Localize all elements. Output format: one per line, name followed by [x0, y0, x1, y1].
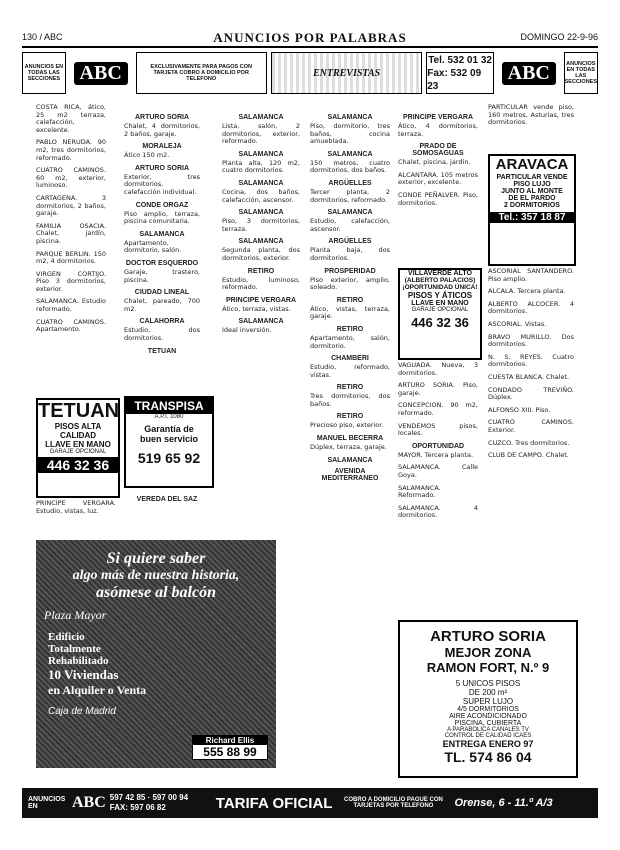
- section-heading: SALAMANCA: [238, 238, 284, 246]
- footer-cobro: COBRO A DOMICILIO PAGUE CON TARJETAS POR TELEFONO: [344, 797, 443, 809]
- tetuan-ad: [36, 398, 120, 498]
- classified-ad: Planta baja, dos dormitorios.: [310, 246, 390, 262]
- entrevistas-banner: ENTREVISTAS: [271, 52, 422, 94]
- classified-ad: SALAMANCA. Estudio reformado.: [36, 297, 106, 314]
- column-6: [488, 268, 574, 608]
- transpisa-name: TRANSPISA: [126, 398, 212, 414]
- contact-fax: Fax: 532 09 23: [427, 67, 482, 92]
- classified-ad: MAYOR. Tercera planta.: [398, 450, 474, 459]
- page-title: ANUNCIOS POR PALABRAS: [213, 30, 407, 45]
- photo-line: 10 Viviendas: [48, 667, 119, 682]
- tetuan-phone: 446 32 36: [38, 457, 118, 473]
- arturo-line: 4/5 DORMITORIOS: [457, 706, 519, 713]
- section-heading: CHAMBERI: [331, 355, 369, 363]
- aravaca-line: DE EL PARDO: [508, 195, 556, 202]
- classified-ad: Ático, terraza, vistas.: [222, 304, 291, 313]
- transpisa-line: buen servicio: [139, 434, 199, 444]
- top-ad-bar: [22, 52, 598, 94]
- transpisa-phone: 519 65 92: [137, 450, 201, 466]
- footer-tel: 597 42 85 · 597 00 94: [109, 793, 189, 802]
- section-heading: SALAMANCA: [238, 318, 284, 326]
- classified-ad: Ideal inversión.: [222, 326, 272, 335]
- section-heading: CONDE ORGAZ: [135, 201, 189, 209]
- section-heading: SALAMANCA: [327, 456, 373, 464]
- page-date: DOMINGO 22-9-96: [520, 32, 598, 42]
- classified-ad: SALAMANCA. Calle Goya.: [398, 463, 478, 479]
- section-heading: CIUDAD LINEAL: [134, 289, 190, 297]
- section-heading: ARGÜELLES: [328, 238, 372, 246]
- section-heading: ARTURO SORIA: [134, 164, 190, 172]
- classified-ad: BRAVO MURILLO. Dos dormitorios.: [488, 332, 574, 349]
- classified-ad: Estudio, luminoso, reformado.: [222, 275, 300, 292]
- footer-fax: FAX: 597 06 82: [109, 803, 166, 812]
- page-header: [22, 30, 598, 48]
- plaza-mayor-photo-ad: [36, 540, 276, 768]
- classified-ad: PARQUE BERLIN. 150 m2, 4 dormitorios.: [36, 249, 106, 266]
- section-heading: SALAMANCA: [238, 209, 284, 217]
- section-heading: VEREDA DEL SAZ: [136, 496, 198, 503]
- column-2: [124, 110, 200, 360]
- column-6-top: [488, 104, 574, 154]
- arturo-line: ENTREGA ENERO 97: [442, 739, 534, 749]
- classified-ad: Ático, vistas, terraza, garaje.: [310, 304, 390, 321]
- arturo-line: AIRE ACONDICIONADO: [449, 713, 527, 720]
- classified-ad: 150 metros, cuatro dormitorios, dos baños.: [310, 158, 390, 175]
- cobro-domicilio-text: EXCLUSIVAMENTE PARA PAGOS CON TARJETA COBRO A DOMICILIO POR TELEFONO: [136, 52, 267, 94]
- classified-ad: VIRGEN CORTIJO. Piso 3 dormitorios, exterior.: [36, 269, 106, 293]
- section-heading: CALAHORRA: [139, 318, 185, 326]
- page-number: 130 / ABC: [22, 32, 63, 42]
- section-heading: DOCTOR ESQUERDO: [125, 259, 199, 267]
- photo-line: Rehabilitado: [48, 655, 109, 667]
- photo-headline: Si quiere saber: [106, 550, 206, 567]
- richard-ellis-box: [192, 735, 268, 760]
- classified-ad: Chalet, 4 dormitorios, 2 baños, garaje.: [124, 122, 200, 138]
- classified-ad: Estudio, calefacción, ascensor.: [310, 217, 390, 233]
- right-abc-logo: ABC: [498, 52, 560, 94]
- section-heading: SALAMANCA: [238, 114, 284, 121]
- classified-ad: CUATRO CAMINOS. Apartamento.: [36, 317, 106, 334]
- caja-madrid-logo: Caja de Madrid: [48, 706, 116, 717]
- photo-line: en Alquiler o Venta: [48, 683, 147, 697]
- footer-abc: ABC: [72, 794, 106, 811]
- arturo-line: DE 200 m²: [468, 688, 508, 697]
- classified-ad: CONCEPCION. 90 m2, reformado.: [398, 401, 478, 417]
- section-heading: RETIRO: [247, 267, 275, 275]
- villaverde-ad: [398, 268, 482, 360]
- tetuan-line: LLAVE EN MANO: [45, 440, 111, 449]
- column-5-top: [398, 110, 478, 260]
- aravaca-title: ARAVACA: [495, 156, 569, 173]
- classified-ad: SALAMANCA. Reformado.: [398, 483, 441, 500]
- classified-ad: CLUB DE CAMPO. Chalet.: [488, 451, 569, 460]
- villaverde-line: ¡OPORTUNIDAD ÚNICA!: [402, 284, 478, 291]
- classified-ad: CONDADO TREVIÑO. Dúplex.: [488, 385, 574, 402]
- classified-ad: VENDEMOS pisos, locales.: [398, 421, 478, 438]
- villaverde-line: (ALBERTO PALACIOS): [404, 277, 476, 284]
- section-heading: PROSPERIDAD: [324, 267, 376, 275]
- classified-ad: PRINCIPE VERGARA. Estudio, vistas, luz.: [36, 500, 116, 515]
- left-abc-logo: ABC: [70, 52, 132, 94]
- column-5-mid: [398, 362, 478, 592]
- villaverde-phone: 446 32 36: [411, 315, 469, 330]
- arturo-soria-ad: [398, 620, 578, 778]
- classified-ad: Piso, 3 dormitorios, terraza.: [222, 217, 300, 233]
- classified-ad: CUZCO. Tres dormitorios.: [488, 438, 570, 447]
- photo-line: Edificio: [48, 631, 85, 643]
- photo-line: Totalmente: [48, 643, 101, 655]
- aravaca-line: JUNTO AL MONTE: [501, 188, 563, 195]
- classified-ad: Segunda planta, dos dormitorios, exterior.: [222, 246, 300, 262]
- classified-ad: Tercer planta, 2 dormitorios, reformado.: [310, 187, 390, 204]
- classified-ad: Chalet, pareado, 700 m2.: [124, 297, 200, 313]
- arturo-phone: TL. 574 86 04: [444, 749, 532, 765]
- section-heading: RETIRO: [336, 325, 364, 333]
- classified-ad: ASCORIAL. Vistas.: [488, 319, 547, 328]
- classified-ad: CUESTA BLANCA. Chalet.: [488, 372, 570, 381]
- section-heading: TETUAN: [147, 347, 177, 355]
- arturo-line: PISCINA, CUBIERTA: [454, 720, 522, 727]
- classified-ad: FAMILIA OSACIA. Chalet, jardín, piscina.: [36, 221, 106, 245]
- footer-tarifa: TARIFA OFICIAL: [215, 794, 333, 812]
- arturo-line: SUPER LUJO: [462, 697, 514, 706]
- section-heading: RETIRO: [336, 413, 364, 421]
- classified-ad: Dúplex, terraza, garaje.: [310, 443, 387, 452]
- section-heading: SALAMANCA: [139, 230, 185, 238]
- plaza-mayor-label: Plaza Mayor: [44, 608, 107, 622]
- section-heading: RETIRO: [336, 296, 364, 304]
- classified-ad: CUATRO CAMINOS. Exterior.: [488, 418, 574, 434]
- classified-ad: COSTA RICA, ático, 25 m2 terraza, calefacción, excelente.: [36, 104, 106, 134]
- classified-ad: ALCALA. Tercera planta.: [488, 287, 566, 296]
- villaverde-line: VILLAVERDE ALTO: [408, 270, 472, 277]
- section-heading: PRINCIPE VERGARA: [225, 296, 296, 304]
- aravaca-phone: Tel.: 357 18 87: [490, 212, 574, 223]
- classified-ad: N. S. REYES. Cuatro dormitorios.: [488, 352, 574, 369]
- classified-ad: Piso amplio, terraza, piscina comunitaria.: [124, 209, 200, 226]
- classified-ad: Piso exterior, amplio, soleado.: [310, 275, 390, 292]
- transpisa-line: Garantía de: [144, 424, 194, 434]
- classified-ad: ALBERTO ALCOCER. 4 dormitorios.: [488, 299, 574, 316]
- classified-ad: ARTURO SORIA. Piso, garaje.: [398, 381, 478, 397]
- section-heading: AVENIDA MEDITERRANEO: [321, 467, 379, 482]
- section-heading: SALAMANCA: [238, 179, 284, 187]
- classified-ad: Lista, salón, 2 dormitorios, exterior, reformado.: [222, 122, 300, 146]
- section-heading: OPORTUNIDAD: [411, 442, 465, 450]
- classified-ad: ALCANTARA. 105 metros exterior, excelente.: [398, 170, 478, 187]
- aravaca-ad: [488, 154, 576, 266]
- section-heading: SALAMANCA: [327, 150, 373, 158]
- tetuan-title: TETUAN: [38, 400, 120, 422]
- classified-ad: SALAMANCA. 4 dormitorios.: [398, 503, 478, 520]
- classified-ad: CARTAGENA. 3 dormitorios, 2 baños, garaje.: [36, 193, 106, 218]
- left-anuncios-label: ANUNCIOS EN TODAS LAS SECCIONES: [22, 52, 66, 94]
- section-heading: ARTURO SORIA: [134, 114, 190, 121]
- column-4: [310, 110, 390, 770]
- arturo-line: RAMON FORT, N.º 9: [426, 660, 550, 675]
- footer-address: Orense, 6 - 11.º A/3: [454, 797, 553, 809]
- section-heading: PRINCIPE VERGARA: [402, 114, 473, 121]
- section-heading: SALAMANCA: [327, 114, 373, 121]
- footer-bar: [22, 788, 598, 818]
- arturo-line: A PARABOLICA CANALES TV: [447, 727, 529, 733]
- aravaca-line: 2 DORMITORIOS: [504, 202, 560, 209]
- arturo-line: MEJOR ZONA: [444, 645, 532, 660]
- column-1: [36, 104, 106, 389]
- column-1-end: [36, 500, 116, 530]
- section-heading: RETIRO: [336, 384, 364, 392]
- contact-tel: Tel. 532 01 32: [428, 54, 492, 66]
- transpisa-ad: [124, 396, 214, 488]
- classified-ad: PABLO NERUDA. 90 m2, tres dormitorios, reformado.: [36, 138, 106, 162]
- richard-ellis-label: Richard Ellis: [193, 736, 267, 745]
- classified-ad: Estudio, reformado, vistas.: [310, 363, 390, 379]
- classified-ad: Ático 150 m2.: [124, 151, 170, 160]
- photo-headline: asómese al balcón: [96, 584, 216, 601]
- classified-ad: CONDE PEÑALVER. Piso, dormitorios.: [398, 190, 478, 207]
- classified-ad: VAGUADA. Nueva, 3 dormitorios.: [398, 362, 478, 377]
- section-heading: MANUEL BECERRA: [316, 435, 384, 443]
- arturo-line: CONTROL DE CALIDAD ICAES: [444, 733, 532, 739]
- classified-ad: Ático, 4 dormitorios, terraza.: [398, 122, 478, 138]
- classified-ad: Tres dormitorios, dos baños.: [310, 392, 390, 408]
- photo-headline: algo más de nuestra historia,: [72, 568, 240, 583]
- villaverde-line: LLAVE EN MANO: [411, 300, 469, 307]
- classified-ad: ASCORIAL SANTANDERO. Piso amplio.: [488, 268, 574, 283]
- classified-ad: Apartamento, dormitorio, salón.: [124, 238, 182, 255]
- villaverde-line: PISOS Y ÁTICOS: [407, 291, 473, 300]
- contact-box: [426, 52, 494, 94]
- section-heading: SALAMANCA: [238, 150, 284, 158]
- classified-ad: Cocina, dos baños, calefacción, ascensor.: [222, 187, 300, 204]
- section-heading: ARGÜELLES: [328, 179, 372, 187]
- right-anuncios-label: ANUNCIOS EN TODAS LAS SECCIONES: [564, 52, 598, 94]
- aravaca-line: PARTICULAR VENDE: [496, 174, 568, 181]
- arturo-line: 5 UNICOS PISOS: [455, 679, 521, 688]
- classified-ad: Exterior, tres dormitorios, calefacción individual.: [124, 172, 200, 196]
- classified-ad: Estudio, dos dormitorios.: [124, 326, 200, 342]
- classified-ad: Piso, dormitorio, tres baños, cocina amueblada.: [310, 122, 390, 146]
- footer-anuncios: ANUNCIOS EN: [28, 796, 66, 810]
- tetuan-line: PISOS ALTA: [54, 422, 102, 431]
- classified-ad: Chalet, piscina, jardín.: [398, 158, 471, 167]
- classified-ad: Precioso piso, exterior.: [310, 421, 384, 430]
- transpisa-sub: A.P.I. 1080: [154, 414, 184, 420]
- aravaca-line: PISO LUJO: [513, 181, 551, 188]
- section-heading: SALAMANCA: [327, 209, 373, 217]
- classified-ad: ALFONSO XIII. Piso.: [488, 405, 551, 414]
- section-heading: MORALEJA: [142, 143, 182, 151]
- tetuan-line: GARAJE OPCIONAL: [49, 449, 107, 455]
- column-2-end: [124, 492, 210, 530]
- tetuan-line: CALIDAD: [60, 431, 96, 440]
- classified-ad: Garaje, trastero, piscina.: [124, 267, 200, 284]
- column-3: [222, 110, 300, 530]
- footer-contact: [110, 793, 210, 813]
- classified-ad: PARTICULAR vende piso, 160 metros, Asturias, tres dormitorios.: [488, 104, 574, 127]
- richard-ellis-phone: 555 88 99: [203, 745, 257, 759]
- classified-ad: Planta alta, 120 m2, cuatro dormitorios.: [222, 158, 300, 175]
- arturo-title: ARTURO SORIA: [430, 628, 546, 645]
- classified-ad: Apartamento, salón, dormitorio.: [310, 333, 390, 350]
- villaverde-line: GARAJE OPCIONAL: [411, 307, 469, 313]
- section-heading: PRADO DE SOMOSAGUAS: [412, 143, 464, 158]
- classified-ad: CUATRO CAMINOS. 60 m2, exterior, luminoso.: [36, 166, 106, 190]
